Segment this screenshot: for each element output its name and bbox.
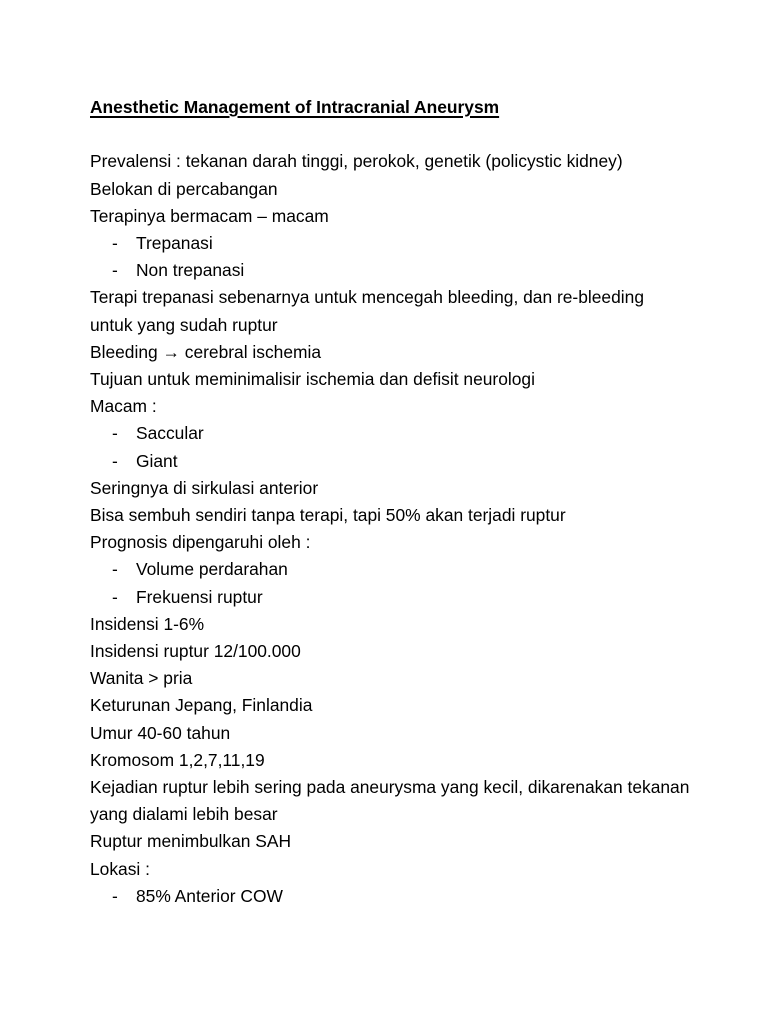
- bullet-dash: -: [112, 559, 118, 580]
- document-title: Anesthetic Management of Intracranial Aneurysm: [90, 97, 500, 117]
- list-item-text: Volume perdarahan: [136, 559, 288, 580]
- list-item-text: Giant: [136, 450, 178, 471]
- text-line: Lokasi :: [90, 858, 150, 879]
- text-line: Wanita > pria: [90, 668, 193, 689]
- list-item-text: Frekuensi ruptur: [136, 586, 263, 607]
- list-item: [90, 556, 690, 583]
- bullet-dash: -: [112, 233, 118, 253]
- list-item: [90, 584, 690, 611]
- text-line: Keturunan Jepang, Finlandia: [90, 695, 313, 716]
- right-arrow-icon: →: [162, 341, 180, 362]
- bullet-dash: -: [112, 885, 118, 906]
- text-line: [90, 339, 690, 366]
- list-item-text: Trepanasi: [136, 233, 213, 253]
- text-paragraph: Terapi trepanasi sebenarnya untuk mencegah bleeding, dan re-bleeding untuk yang sudah ruptur: [90, 287, 644, 335]
- bullet-dash: -: [112, 423, 118, 444]
- list-item: [90, 230, 690, 257]
- text-line: Terapinya bermacam – macam: [90, 205, 329, 226]
- list-item-text: Saccular: [136, 423, 204, 444]
- text-line: Macam :: [90, 396, 157, 417]
- text-fragment: Bleeding: [90, 341, 158, 362]
- text-line: Belokan di percabangan: [90, 178, 278, 199]
- text-line: Insidensi 1-6%: [90, 613, 205, 634]
- text-paragraph: Kejadian ruptur lebih sering pada aneurysma yang kecil, dikarenakan tekanan yang dialami lebih besar: [90, 777, 690, 825]
- text-line: Tujuan untuk meminimalisir ischemia dan defisit neurologi: [90, 369, 535, 390]
- bullet-dash: -: [112, 586, 118, 607]
- text-line: Prevalensi : tekanan darah tinggi, perokok, genetik (policystic kidney): [90, 151, 623, 172]
- bullet-dash: -: [112, 450, 118, 471]
- list-item: [90, 420, 690, 447]
- list-item-text: 85% Anterior COW: [136, 885, 283, 906]
- text-line: Prognosis dipengaruhi oleh :: [90, 532, 311, 553]
- text-line: Umur 40-60 tahun: [90, 722, 231, 743]
- text-line: Seringnya di sirkulasi anterior: [90, 477, 319, 498]
- text-fragment: cerebral ischemia: [184, 341, 322, 362]
- list-item-text: Non trepanasi: [136, 260, 245, 281]
- blank-line: [90, 121, 690, 148]
- bullet-dash: -: [112, 260, 118, 281]
- text-line: Insidensi ruptur 12/100.000: [90, 641, 301, 662]
- document-body: [90, 94, 690, 910]
- list-item: [90, 257, 690, 284]
- text-line: Bisa sembuh sendiri tanpa terapi, tapi 50% akan terjadi ruptur: [90, 505, 566, 526]
- text-line: Kromosom 1,2,7,11,19: [90, 749, 265, 770]
- list-item: [90, 883, 690, 910]
- text-line: Ruptur menimbulkan SAH: [90, 831, 292, 852]
- list-item: [90, 448, 690, 475]
